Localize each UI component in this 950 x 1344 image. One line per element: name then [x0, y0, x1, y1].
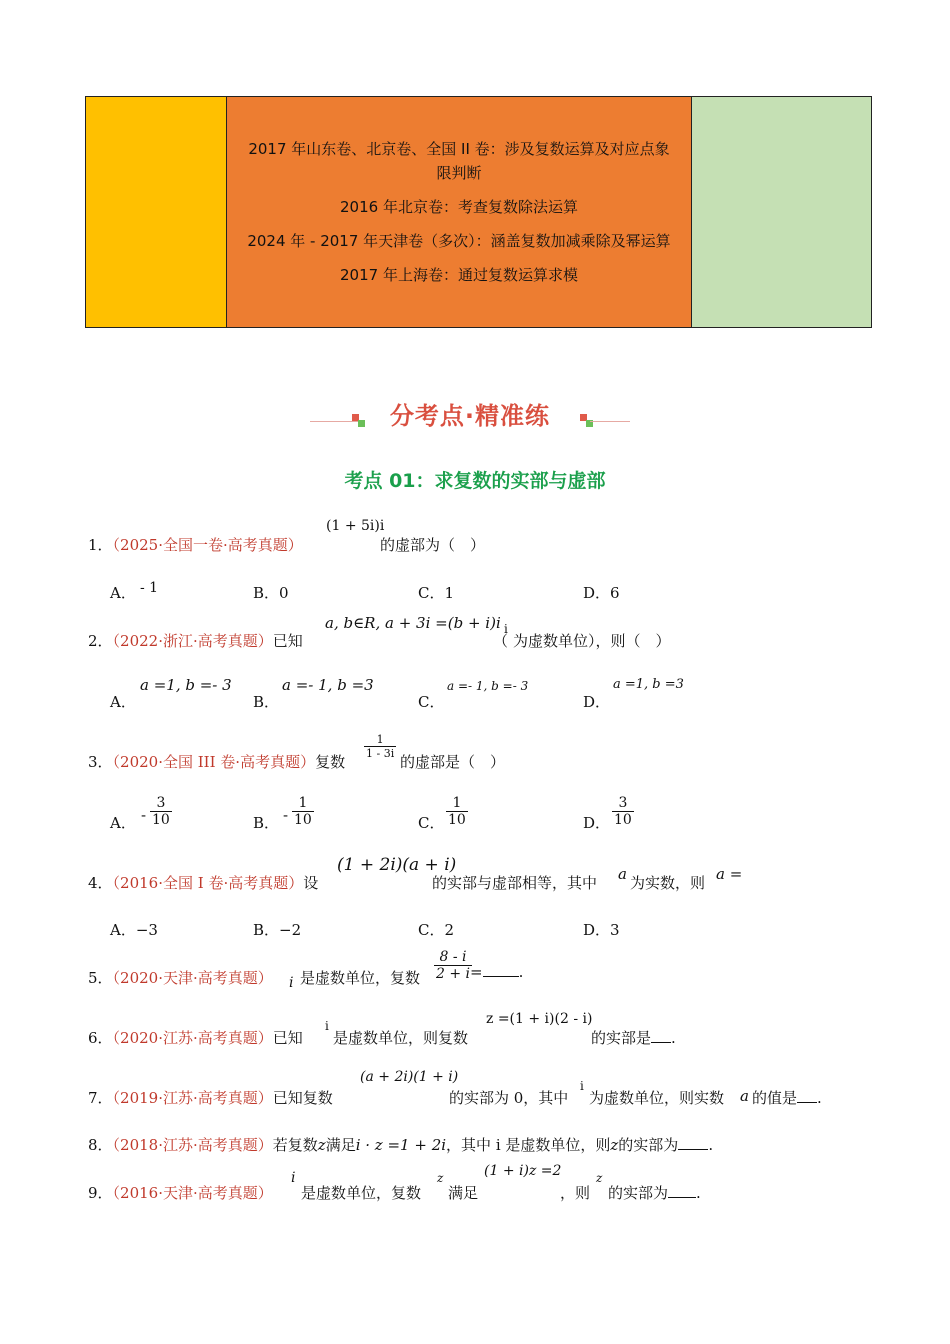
q7-var-a: a [740, 1087, 749, 1105]
banner-square-icon [358, 420, 365, 427]
q3-option-b: B． [253, 814, 280, 832]
q3-option-a-sign: - [141, 806, 147, 824]
question-8 [88, 1134, 713, 1155]
question-number: 9． [88, 1184, 113, 1202]
question-number: 3． [88, 753, 113, 771]
q9-text2: 满足 [448, 1184, 479, 1202]
q4-option-c: C．2 [418, 921, 455, 939]
q8-var-z2: z [610, 1136, 619, 1154]
q2-option-d: D． [583, 693, 611, 711]
fraction-numerator: 8 - i [439, 949, 467, 965]
fraction-numerator: 3 [156, 795, 166, 811]
q1-expression: (1 + 5i)i [326, 518, 385, 534]
q9-text: 是虚数单位，复数 [301, 1184, 422, 1202]
q5-text: 是虚数单位，复数 [300, 969, 421, 987]
question-number: 7． [88, 1089, 113, 1107]
q3-option-c-fraction [446, 796, 468, 829]
question-source: （2020·江苏·高考真题） [112, 1029, 273, 1047]
q7-prefix: 已知复数 [272, 1089, 333, 1107]
question-source: （2016·全国 I 卷·高考真题） [112, 874, 304, 892]
q3-option-a: A． [110, 814, 136, 832]
q1-text: 的虚部为（ ） [380, 536, 486, 554]
q5-i: i [289, 975, 294, 991]
section-title: 考点 01：求复数的实部与虚部 [344, 470, 606, 492]
period: . [518, 963, 524, 981]
question-6 [88, 1027, 303, 1048]
q4-option-a: A．−3 [110, 921, 158, 939]
period: . [696, 1184, 701, 1202]
table-line: 2017 年上海卷：通过复数运算求模 [340, 266, 578, 284]
q2-expression: a, b∈R, a + 3i =(b + i)i [325, 614, 501, 632]
q4-option-b: B．−2 [253, 921, 302, 939]
q6-expression: z =(1 + i)(2 - i) [486, 1011, 593, 1027]
question-number: 2． [88, 632, 113, 650]
q8-expression: i · z =1 + 2i [355, 1136, 447, 1154]
banner-title: 分考点·精准练 [389, 402, 551, 430]
q1-option-d: D．6 [583, 584, 620, 602]
question-2 [88, 630, 303, 651]
question-number: 8． [88, 1136, 113, 1154]
table-line: 2017 年山东卷、北京卷、全国 II 卷：涉及复数运算及对应点象限判断 [248, 140, 670, 182]
period: . [708, 1136, 714, 1154]
q3-option-d-fraction [612, 796, 634, 829]
q4-option-d: D．3 [583, 921, 620, 939]
fraction-numerator: 1 [452, 795, 462, 811]
question-3 [88, 751, 345, 772]
q7-expression: (a + 2i)(1 + i) [360, 1069, 459, 1085]
q7-end [752, 1087, 822, 1108]
q4-var-a: a [618, 865, 627, 883]
q3-option-b-sign: - [283, 806, 289, 824]
question-number: 6． [88, 1029, 113, 1047]
q2-option-d-value: a =1, b =3 [613, 677, 684, 692]
q8-end-text: 的实部为 [618, 1136, 679, 1154]
q8-text2: ，其中 i 是虚数单位，则 [446, 1136, 611, 1154]
q4-answer-eq: a = [716, 865, 743, 883]
fraction-denominator: 10 [294, 812, 312, 829]
answer-blank [797, 1102, 817, 1103]
q9-end-text: 的实部为 [608, 1184, 669, 1202]
q2-option-c-value: a =- 1, b =- 3 [447, 679, 529, 693]
answer-blank [678, 1149, 708, 1150]
answer-blank [483, 976, 519, 977]
question-source: （2019·江苏·高考真题） [112, 1089, 273, 1107]
q5-answer [470, 963, 523, 981]
table-cell-left [86, 97, 227, 327]
q1-option-b: B．0 [253, 584, 289, 602]
fraction-denominator: 10 [448, 812, 466, 829]
question-7 [88, 1087, 333, 1108]
q9-text3: ，则 [560, 1184, 591, 1202]
q2-option-a: A． [110, 693, 136, 711]
section-banner [300, 394, 640, 438]
q8-prefix: 若复数 [272, 1136, 318, 1154]
q3-prefix: 复数 [315, 753, 346, 771]
q5-fraction [434, 950, 472, 983]
fraction-denominator: 10 [614, 812, 632, 829]
exam-summary-table [85, 96, 872, 328]
question-source: （2020·天津·高考真题） [112, 969, 273, 987]
q2-option-a-value: a =1, b =- 3 [140, 676, 232, 694]
q3-option-b-fraction [292, 796, 314, 829]
q6-prefix: 已知 [272, 1029, 303, 1047]
q3-text: 的虚部是（ ） [400, 753, 506, 771]
q3-fraction [364, 734, 396, 760]
table-cell-middle [227, 97, 692, 327]
q3-option-d: D． [583, 814, 611, 832]
table-line: 2024 年 - 2017 年天津卷（多次）：涵盖复数加减乘除及幂运算 [247, 232, 671, 250]
q9-var-z2: z [596, 1171, 603, 1185]
q2-option-c: C． [418, 693, 445, 711]
q2-option-b: B． [253, 693, 280, 711]
q4-text2: 为实数，则 [630, 874, 706, 892]
question-source: （2022·浙江·高考真题） [112, 632, 273, 650]
question-number: 5． [88, 969, 113, 987]
question-5 [88, 967, 273, 988]
q2-option-b-value: a =- 1, b =3 [282, 676, 374, 694]
q6-end-text: 的实部是 [591, 1029, 652, 1047]
q7-text: 的实部为 0，其中 [449, 1089, 569, 1107]
q8-var-z: z [317, 1136, 326, 1154]
question-4 [88, 872, 318, 893]
equals-sign: = [470, 963, 483, 981]
question-source: （2025·全国一卷·高考真题） [112, 536, 303, 554]
table-line: 2016 年北京卷：考查复数除法运算 [340, 198, 578, 216]
q3-option-c: C． [418, 814, 445, 832]
period: . [817, 1089, 822, 1107]
fraction-numerator: 3 [618, 795, 628, 811]
q2-i: i [504, 622, 508, 636]
banner-line-right [590, 421, 630, 422]
fraction-numerator: 1 [376, 733, 384, 746]
q2-text: 为虚数单位），则（ ） [513, 632, 671, 650]
q6-text: 是虚数单位，则复数 [333, 1029, 469, 1047]
question-number: 1． [88, 536, 113, 554]
q9-var-z: z [437, 1171, 444, 1185]
period: . [671, 1029, 676, 1047]
q8-text: 满足 [325, 1136, 356, 1154]
answer-blank [651, 1042, 671, 1043]
q1-option-a-value: - 1 [140, 580, 159, 596]
question-1 [88, 534, 303, 555]
fraction-denominator: 2 + i [436, 966, 471, 983]
banner-line-left [310, 421, 360, 422]
q9-end [608, 1182, 701, 1203]
q1-option-c: C．1 [418, 584, 455, 602]
q4-text: 的实部与虚部相等，其中 [432, 874, 598, 892]
q4-prefix: 设 [303, 874, 319, 892]
q3-option-a-fraction [150, 796, 172, 829]
q7-text2: 为虚数单位，则实数 [589, 1089, 725, 1107]
question-source: （2018·江苏·高考真题） [112, 1136, 273, 1154]
table-cell-right [692, 97, 871, 327]
q7-i: i [580, 1079, 584, 1093]
q9-expression: (1 + i)z =2 [484, 1163, 562, 1179]
question-source: （2016·天津·高考真题） [112, 1184, 273, 1202]
fraction-numerator: 1 [298, 795, 308, 811]
fraction-denominator: 10 [152, 812, 170, 829]
question-source: （2020·全国 III 卷·高考真题） [112, 753, 316, 771]
answer-blank [668, 1197, 696, 1198]
q9-i: i [291, 1170, 296, 1186]
question-number: 4． [88, 874, 113, 892]
q1-option-a: A． [110, 584, 136, 602]
fraction-denominator: 1 - 3i [366, 747, 395, 761]
q7-end-text: 的值是 [752, 1089, 798, 1107]
question-9 [88, 1182, 273, 1203]
q6-i: i [325, 1019, 329, 1033]
q2-prefix: 已知 [272, 632, 303, 650]
q6-end [591, 1027, 676, 1048]
q2-paren: （ [493, 632, 509, 650]
q4-expression: (1 + 2i)(a + i) [337, 855, 457, 875]
